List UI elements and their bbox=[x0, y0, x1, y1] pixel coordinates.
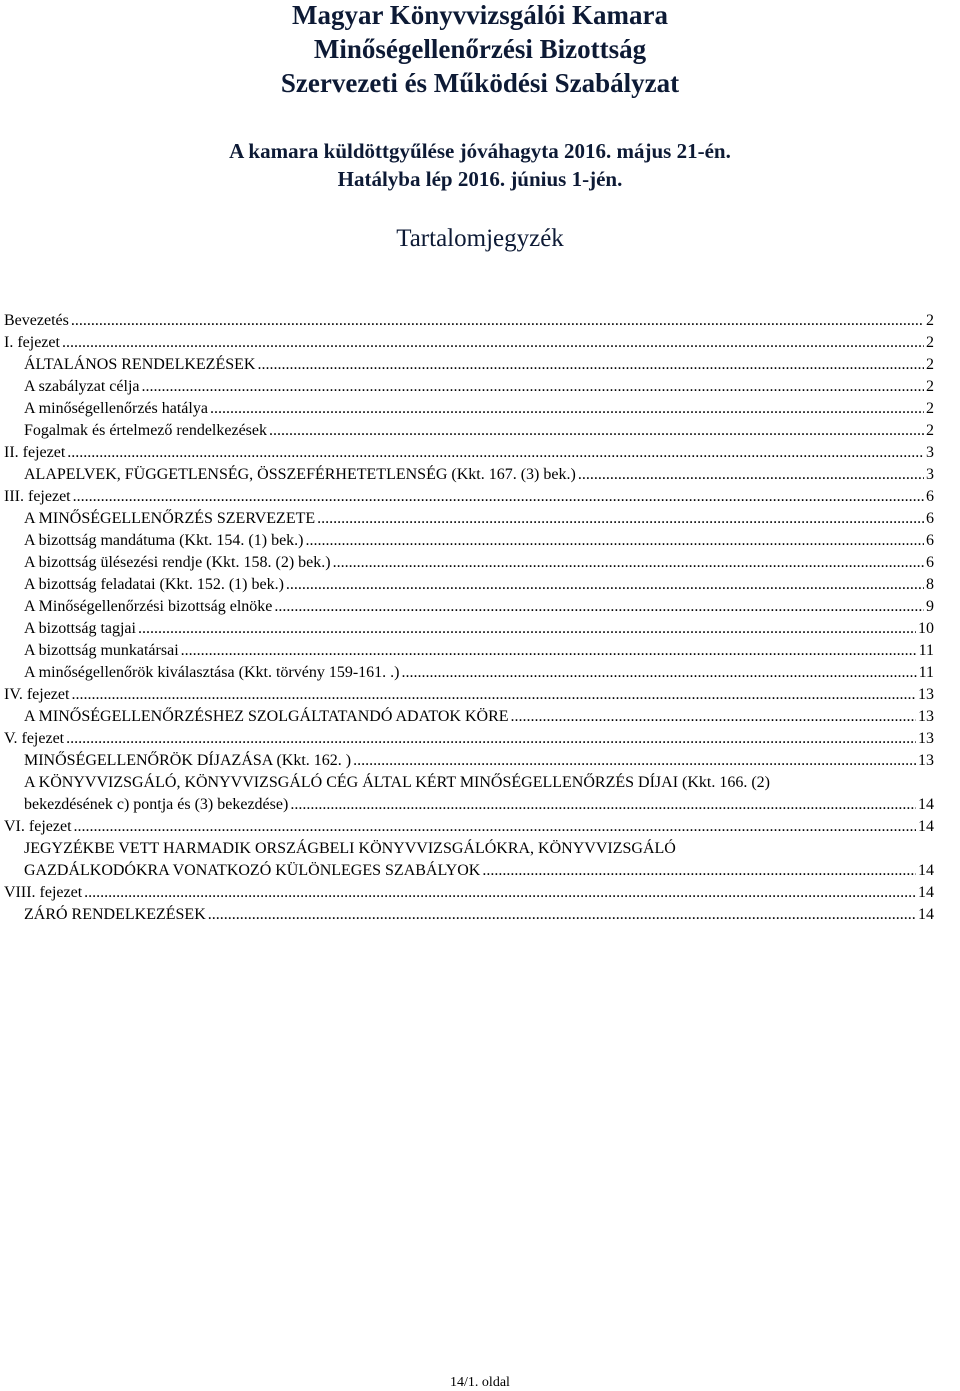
toc-entry-label: IV. fejezet bbox=[4, 686, 70, 703]
effective-date: Hatályba lép 2016. június 1-jén. bbox=[337, 167, 623, 191]
toc-entry-page: 14 bbox=[918, 906, 934, 923]
toc-entry[interactable] bbox=[24, 354, 934, 376]
toc-entry-page: 3 bbox=[926, 444, 934, 461]
toc-entry[interactable] bbox=[24, 464, 934, 486]
leader-dots bbox=[71, 684, 916, 706]
toc-entry[interactable] bbox=[4, 332, 934, 354]
toc-entry[interactable] bbox=[24, 574, 934, 596]
toc-entry[interactable] bbox=[4, 684, 934, 706]
leader-dots bbox=[181, 640, 917, 662]
toc-entry[interactable] bbox=[24, 530, 934, 552]
toc-entry-label: MINŐSÉGELLENŐRÖK DÍJAZÁSA (Kkt. 162. ) bbox=[24, 752, 352, 769]
leader-dots bbox=[67, 442, 924, 464]
toc-entry-label: II. fejezet bbox=[4, 444, 66, 461]
leader-dots bbox=[290, 794, 916, 816]
leader-dots bbox=[257, 354, 924, 376]
toc-entry-label: A bizottság ülésezési rendje (Kkt. 158. (2) bek.) bbox=[24, 554, 331, 571]
toc-entry-page: 11 bbox=[918, 642, 934, 659]
toc-entry-page: 13 bbox=[918, 752, 934, 769]
toc-entry-page: 6 bbox=[926, 488, 934, 505]
toc-entry-label: A MINŐSÉGELLENŐRZÉSHEZ SZOLGÁLTATANDÓ ADATOK KÖRE bbox=[24, 708, 509, 725]
toc-entry-label: ÁLTALÁNOS RENDELKEZÉSEK bbox=[24, 356, 256, 373]
toc-entry[interactable] bbox=[4, 310, 934, 332]
leader-dots bbox=[578, 464, 924, 486]
leader-dots bbox=[208, 904, 916, 926]
toc-entry[interactable] bbox=[24, 420, 934, 442]
toc-entry[interactable] bbox=[24, 398, 934, 420]
leader-dots bbox=[274, 596, 924, 618]
title-line-1: Magyar Könyvvizsgálói Kamara bbox=[292, 0, 668, 30]
toc-entry-label: Fogalmak és értelmező rendelkezések bbox=[24, 422, 267, 439]
toc-entry[interactable] bbox=[24, 596, 934, 618]
toc-heading: Tartalomjegyzék bbox=[396, 225, 564, 252]
toc-entry[interactable] bbox=[24, 662, 934, 684]
leader-dots bbox=[62, 332, 924, 354]
leader-dots bbox=[138, 618, 916, 640]
toc-entry-wrap-line[interactable] bbox=[24, 838, 934, 860]
leader-dots bbox=[269, 420, 924, 442]
toc-entry-page: 6 bbox=[926, 554, 934, 571]
toc-entry[interactable] bbox=[24, 640, 934, 662]
toc-entry-label: Bevezetés bbox=[4, 312, 69, 329]
leader-dots bbox=[401, 662, 916, 684]
toc-entry-label: I. fejezet bbox=[4, 334, 60, 351]
leader-dots bbox=[286, 574, 924, 596]
toc-entry[interactable] bbox=[24, 750, 934, 772]
leader-dots bbox=[317, 508, 924, 530]
toc-entry[interactable] bbox=[24, 376, 934, 398]
toc-entry-page: 2 bbox=[926, 378, 934, 395]
toc-entry-label: JEGYZÉKBE VETT HARMADIK ORSZÁGBELI KÖNYVVIZSGÁLÓKRA, KÖNYVVIZSGÁLÓ bbox=[24, 840, 676, 857]
toc-entry[interactable] bbox=[4, 442, 934, 464]
toc-entry-label: III. fejezet bbox=[4, 488, 71, 505]
toc-entry[interactable] bbox=[4, 486, 934, 508]
toc-entry-page: 13 bbox=[918, 708, 934, 725]
title-line-3: Szervezeti és Működési Szabályzat bbox=[280, 68, 680, 98]
leader-dots bbox=[306, 530, 925, 552]
toc-entry-label: A minőségellenőrök kiválasztása (Kkt. törvény 159-161. .) bbox=[24, 664, 400, 681]
toc-entry-page: 2 bbox=[926, 312, 934, 329]
toc-entry-page: 13 bbox=[918, 686, 934, 703]
toc-entry[interactable] bbox=[4, 728, 934, 750]
title-line-2: Minőségellenőrzési Bizottság bbox=[313, 34, 647, 64]
toc-entry-page: 14 bbox=[918, 796, 934, 813]
toc-entry-page: 8 bbox=[926, 576, 934, 593]
leader-dots bbox=[353, 750, 916, 772]
toc-entry-page: 6 bbox=[926, 510, 934, 527]
toc-entry-page: 11 bbox=[918, 664, 934, 681]
toc-entry[interactable] bbox=[4, 816, 934, 838]
toc-entry-page: 10 bbox=[918, 620, 934, 637]
toc-entry-label: V. fejezet bbox=[4, 730, 65, 747]
approval-date: A kamara küldöttgyűlése jóváhagyta 2016. május 21-én. bbox=[229, 139, 731, 163]
toc-entry-wrap-line[interactable] bbox=[24, 772, 934, 794]
leader-dots bbox=[74, 816, 916, 838]
toc-entry-label: VIII. fejezet bbox=[4, 884, 83, 901]
toc-entry-page: 2 bbox=[926, 400, 934, 417]
toc-entry-label: bekezdésének c) pontja és (3) bekezdése) bbox=[24, 796, 289, 813]
toc-entry-label: ALAPELVEK, FÜGGETLENSÉG, ÖSSZEFÉRHETETLENSÉG (Kkt. 167. (3) bek.) bbox=[24, 466, 576, 483]
toc-entry[interactable] bbox=[24, 706, 934, 728]
leader-dots bbox=[210, 398, 924, 420]
toc-entry[interactable] bbox=[24, 904, 934, 926]
leader-dots bbox=[142, 376, 925, 398]
toc-entry-page: 9 bbox=[926, 598, 934, 615]
toc-entry-label: A szabályzat célja bbox=[24, 378, 140, 395]
toc-entry-page: 13 bbox=[918, 730, 934, 747]
toc-entry-label: A bizottság tagjai bbox=[24, 620, 136, 637]
leader-dots bbox=[511, 706, 916, 728]
toc-entry-label: A Minőségellenőrzési bizottság elnöke bbox=[24, 598, 273, 615]
toc-entry-page: 3 bbox=[926, 466, 934, 483]
toc-entry-page: 14 bbox=[918, 818, 934, 835]
toc-entry[interactable] bbox=[24, 794, 934, 816]
toc-entry[interactable] bbox=[24, 552, 934, 574]
toc-entry-page: 2 bbox=[926, 356, 934, 373]
toc-entry-label: A bizottság feladatai (Kkt. 152. (1) bek.) bbox=[24, 576, 284, 593]
leader-dots bbox=[482, 860, 916, 882]
toc-entry[interactable] bbox=[4, 882, 934, 904]
toc-entry-label: A MINŐSÉGELLENŐRZÉS SZERVEZETE bbox=[24, 510, 316, 527]
leader-dots bbox=[66, 728, 916, 750]
page-number: 14/1. oldal bbox=[450, 1375, 510, 1390]
toc-entry-label: VI. fejezet bbox=[4, 818, 72, 835]
toc-entry-label: A minőségellenőrzés hatálya bbox=[24, 400, 208, 417]
toc-entry[interactable] bbox=[24, 860, 934, 882]
leader-dots bbox=[84, 882, 916, 904]
leader-dots bbox=[333, 552, 924, 574]
toc-entry-label: A bizottság munkatársai bbox=[24, 642, 179, 659]
toc-entry[interactable] bbox=[24, 508, 934, 530]
leader-dots bbox=[73, 486, 924, 508]
toc-entry-page: 14 bbox=[918, 884, 934, 901]
toc-entry-label: GAZDÁLKODÓKRA VONATKOZÓ KÜLÖNLEGES SZABÁLYOK bbox=[24, 862, 481, 879]
toc-entry-label: A bizottság mandátuma (Kkt. 154. (1) bek.) bbox=[24, 532, 304, 549]
toc-entry-page: 2 bbox=[926, 334, 934, 351]
toc-entry-label: A KÖNYVVIZSGÁLÓ, KÖNYVVIZSGÁLÓ CÉG ÁLTAL KÉRT MINŐSÉGELLENŐRZÉS DÍJAI (Kkt. 166. (2) bbox=[24, 774, 770, 791]
toc-entry[interactable] bbox=[24, 618, 934, 640]
toc-entry-label: ZÁRÓ RENDELKEZÉSEK bbox=[24, 906, 206, 923]
leader-dots bbox=[71, 310, 924, 332]
toc-entry-page: 14 bbox=[918, 862, 934, 879]
toc-entry-page: 6 bbox=[926, 532, 934, 549]
toc-entry-page: 2 bbox=[926, 422, 934, 439]
